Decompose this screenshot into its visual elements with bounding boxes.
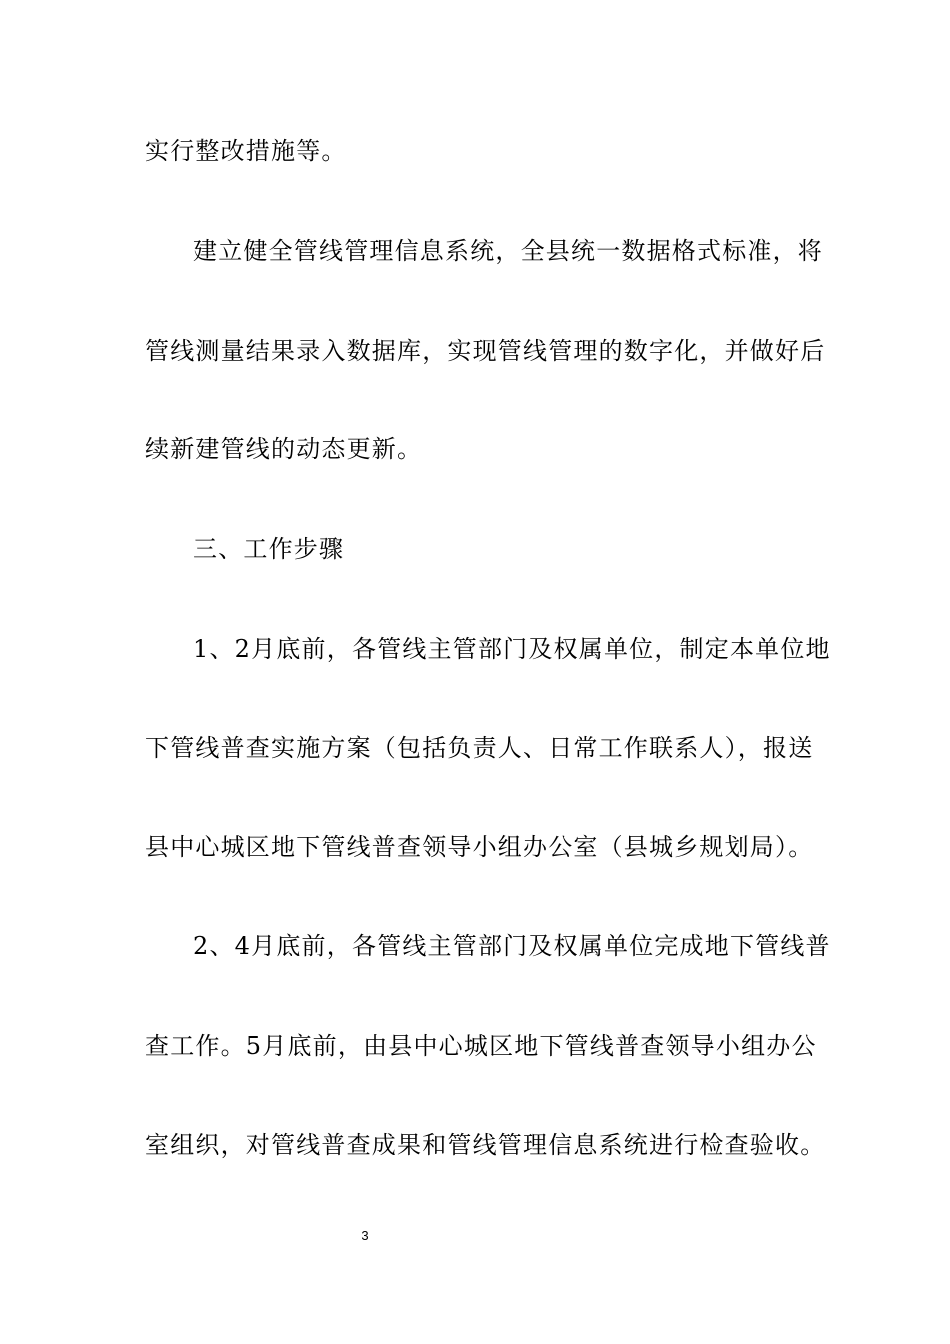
text-line: 管线测量结果录入数据库，实现管线管理的数字化，并做好后 — [145, 337, 826, 365]
paragraph-first-line: 1、2月底前，各管线主管部门及权属单位，制定本单位地 — [193, 635, 831, 663]
page-number: 3 — [361, 1228, 369, 1243]
text-line: 县中心城区地下管线普查领导小组办公室（县城乡规划局）。 — [145, 833, 814, 861]
text-line: 室组织，对管线普查成果和管线管理信息系统进行检查验收。 — [145, 1131, 826, 1159]
text-line: 下管线普查实施方案（包括负责人、日常工作联系人），报送 — [145, 734, 814, 762]
section-heading: 三、工作步骤 — [193, 535, 345, 563]
paragraph-first-line: 2、4月底前，各管线主管部门及权属单位完成地下管线普 — [193, 932, 831, 960]
text-line: 实行整改措施等。 — [145, 137, 347, 165]
text-line: 续新建管线的动态更新。 — [145, 435, 423, 463]
text-line: 查工作。5月底前，由县中心城区地下管线普查领导小组办公 — [145, 1032, 817, 1060]
paragraph-first-line: 建立健全管线管理信息系统，全县统一数据格式标准，将 — [193, 237, 823, 265]
